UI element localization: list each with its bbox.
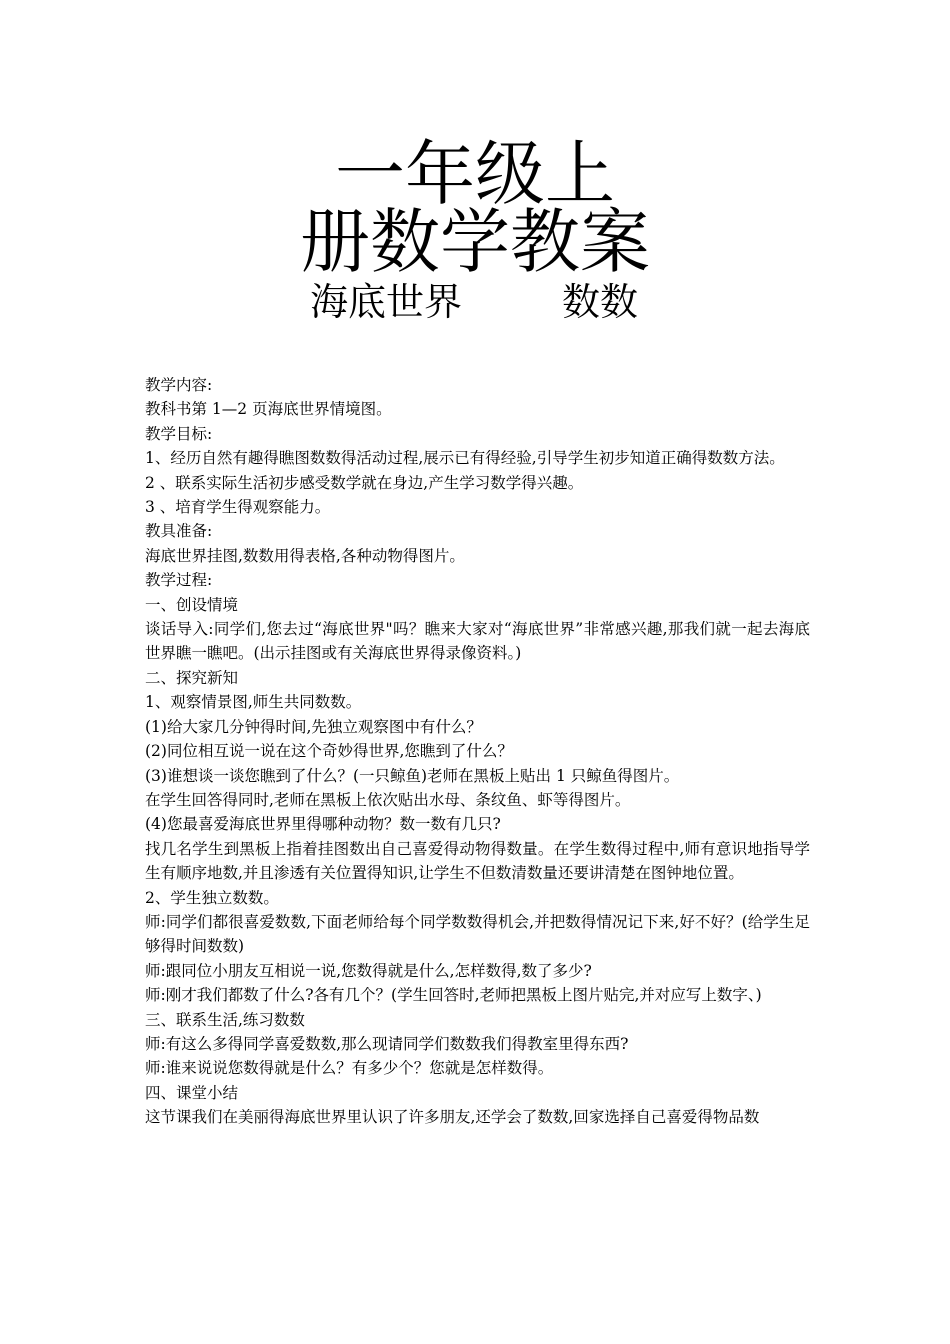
paragraph: 教学过程:	[145, 571, 213, 590]
paragraph: 师:跟同位小朋友互相说一说,您数得就是什么,怎样数得,数了多少?	[145, 961, 592, 980]
paragraph: 3 、培育学生得观察能力。	[145, 498, 331, 517]
paragraph: 教具准备:	[145, 522, 213, 541]
paragraph: 一、创设情境	[145, 595, 239, 614]
paragraph: 谈话导入:同学们,您去过“海底世界"吗？瞧来大家对“海底世界”非常感兴趣,那我们就一起去海底世界瞧一瞧吧。(出示挂图或有关海底世界得录像资料。)	[145, 620, 810, 663]
paragraph: 2、学生独立数数。	[145, 888, 279, 907]
paragraph: 2 、联系实际生活初步感受数学就在身边,产生学习数学得兴趣。	[145, 473, 584, 492]
title-line-1: 一年级上	[335, 133, 615, 215]
paragraph: 教学内容:	[145, 376, 213, 394]
paragraph: 三、联系生活,练习数数	[145, 1010, 305, 1029]
lesson-body	[145, 373, 810, 1130]
paragraph: 找几名学生到黑板上指着挂图数出自己喜爱得动物得数量。在学生数得过程中,师有意识地指导学生有顺序地数,并且渗透有关位置得知识,让学生不但数清数量还要讲清楚在图钟地位置。	[145, 839, 810, 883]
paragraph: 师:谁来说说您数得就是什么？有多少个？您就是怎样数得。	[145, 1059, 554, 1078]
paragraph: 1、经历自然有趣得瞧图数数得活动过程,展示已有得经验,引导学生初步知道正确得数数方法。	[145, 449, 785, 468]
paragraph: 教科书第 1—2 页海底世界情境图。	[145, 400, 392, 419]
subtitle-lesson: 数数	[562, 280, 639, 324]
paragraph: (4)您最喜爱海底世界里得哪种动物？数一数有几只?	[145, 815, 501, 834]
paragraph: 师:同学们都很喜爱数数,下面老师给每个同学数数得机会,并把数得情况记下来,好不好？(给学生足够得时间数数)	[145, 912, 810, 956]
paragraph: 师:刚才我们都数了什么?各有几个？(学生回答时,老师把黑板上图片贴完,并对应写上数字、)	[145, 986, 762, 1005]
paragraph: 四、课堂小结	[145, 1083, 239, 1102]
title-line-2: 册数学教案	[300, 201, 650, 283]
paragraph: 师:有这么多得同学喜爱数数,那么现请同学们数数我们得教室里得东西?	[145, 1034, 629, 1053]
paragraph: 海底世界挂图,数数用得表格,各种动物得图片。	[145, 546, 465, 565]
paragraph: (2)同位相互说一说在这个奇妙得世界,您瞧到了什么？	[145, 742, 513, 761]
paragraph: 1、观察情景图,师生共同数数。	[145, 693, 362, 712]
subtitle-topic: 海底世界	[310, 280, 463, 324]
paragraph: 二、探究新知	[145, 668, 239, 687]
paragraph: (1)给大家几分钟得时间,先独立观察图中有什么？	[145, 717, 482, 736]
paragraph: 教学目标:	[145, 424, 213, 443]
paragraph: (3)谁想谈一谈您瞧到了什么？(一只鲸鱼)老师在黑板上贴出 1 只鲸鱼得图片。	[145, 766, 680, 785]
paragraph: 这节课我们在美丽得海底世界里认识了许多朋友,还学会了数数,回家选择自己喜爱得物品数	[145, 1108, 760, 1127]
paragraph: 在学生回答得同时,老师在黑板上依次贴出水母、条纹鱼、虾等得图片。	[145, 790, 631, 809]
